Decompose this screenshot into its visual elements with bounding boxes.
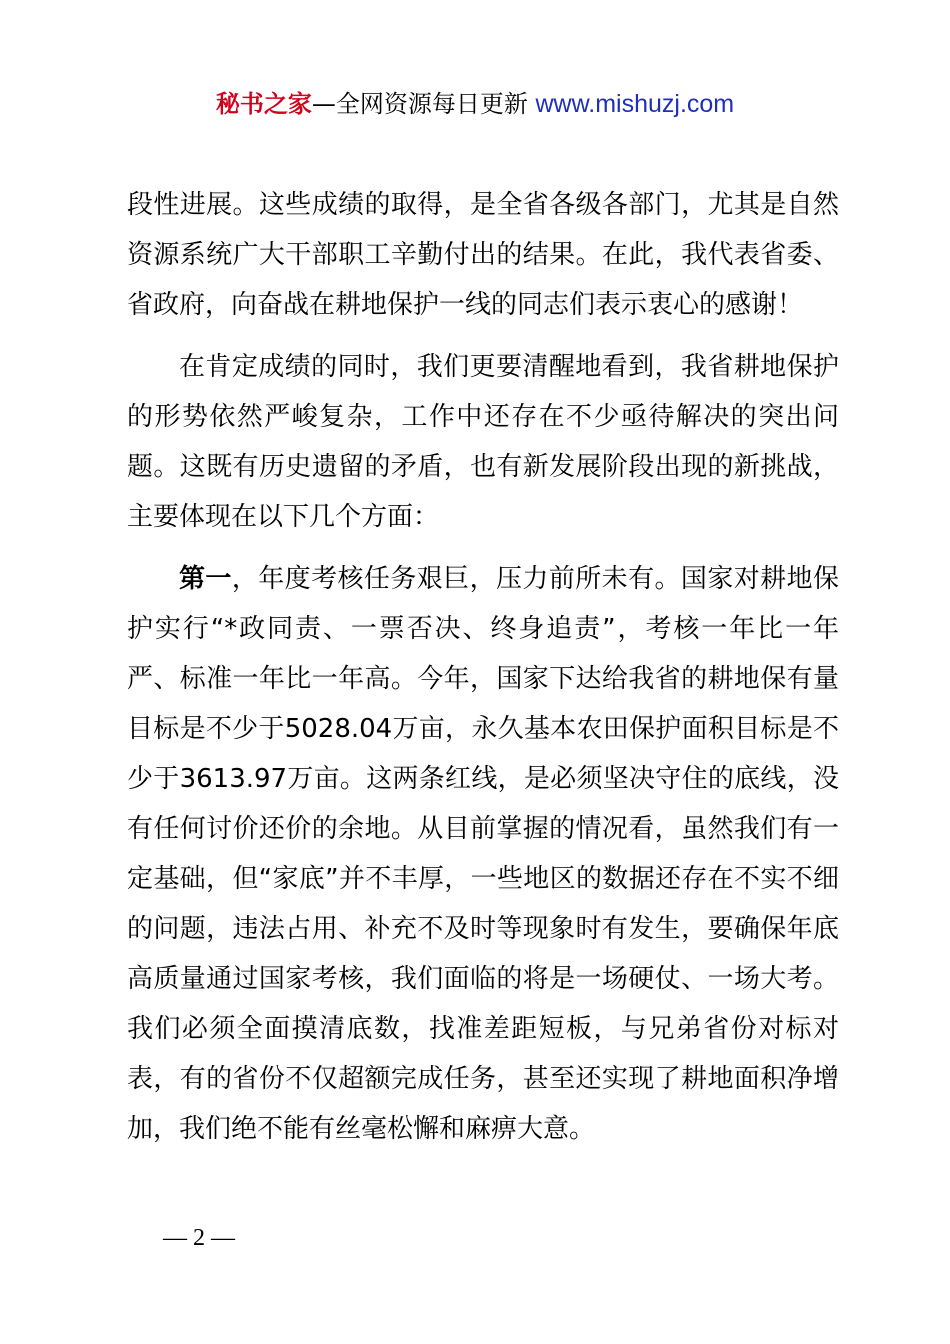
point-lead-first: 第一 [179,564,232,594]
document-body [127,180,839,1154]
site-url-link[interactable]: www.mishuzj.com [535,90,735,118]
brand-name: 秘书之家 [215,90,312,118]
paragraph-problems-intro: 在肯定成绩的同时，我们更要清醒地看到，我省耕地保护的形势依然严峻复杂，工作中还存在不少亟待解决的突出问题。这既有历史遗留的矛盾，也有新发展阶段出现的新挑战，主要体现在以下几个方面： [127,352,839,532]
point-body-first: ，年度考核任务艰巨，压力前所未有。国家对耕地保护实行“*政同责、一票否决、终身追责”，考核一年比一年严、标准一年比一年高。今年，国家下达给我省的耕地保有量目标是不少于5028.04万亩，永久基本农田保护面积目标是不少于3613.97万亩。这两条红线，是必须坚决守住的底线，没有任何讨价还价的余地。从目前掌握的情况看，虽然我们有一定基础，但“家底”并不丰厚，一些地区的数据还存在不实不细的问题，违法占用、补充不及时等现象时有发生，要确保年底高质量通过国家考核，我们面临的将是一场硬仗、一场大考。我们必须全面摸清底数，找准差距短板，与兄弟省份对标对表，有的省份不仅超额完成任务，甚至还实现了耕地面积净增加，我们绝不能有丝毫松懈和麻痹大意。 [127,564,839,1144]
site-header [0,86,950,122]
page-number: — 2 — [163,1225,235,1251]
paragraph-first-point [127,554,839,1154]
header-tagline: —全网资源每日更新 [311,90,528,118]
paragraph-continuation: 段性进展。这些成绩的取得，是全省各级各部门，尤其是自然资源系统广大干部职工辛勤付出的结果。在此，我代表省委、省政府，向奋战在耕地保护一线的同志们表示衷心的感谢！ [127,190,839,320]
